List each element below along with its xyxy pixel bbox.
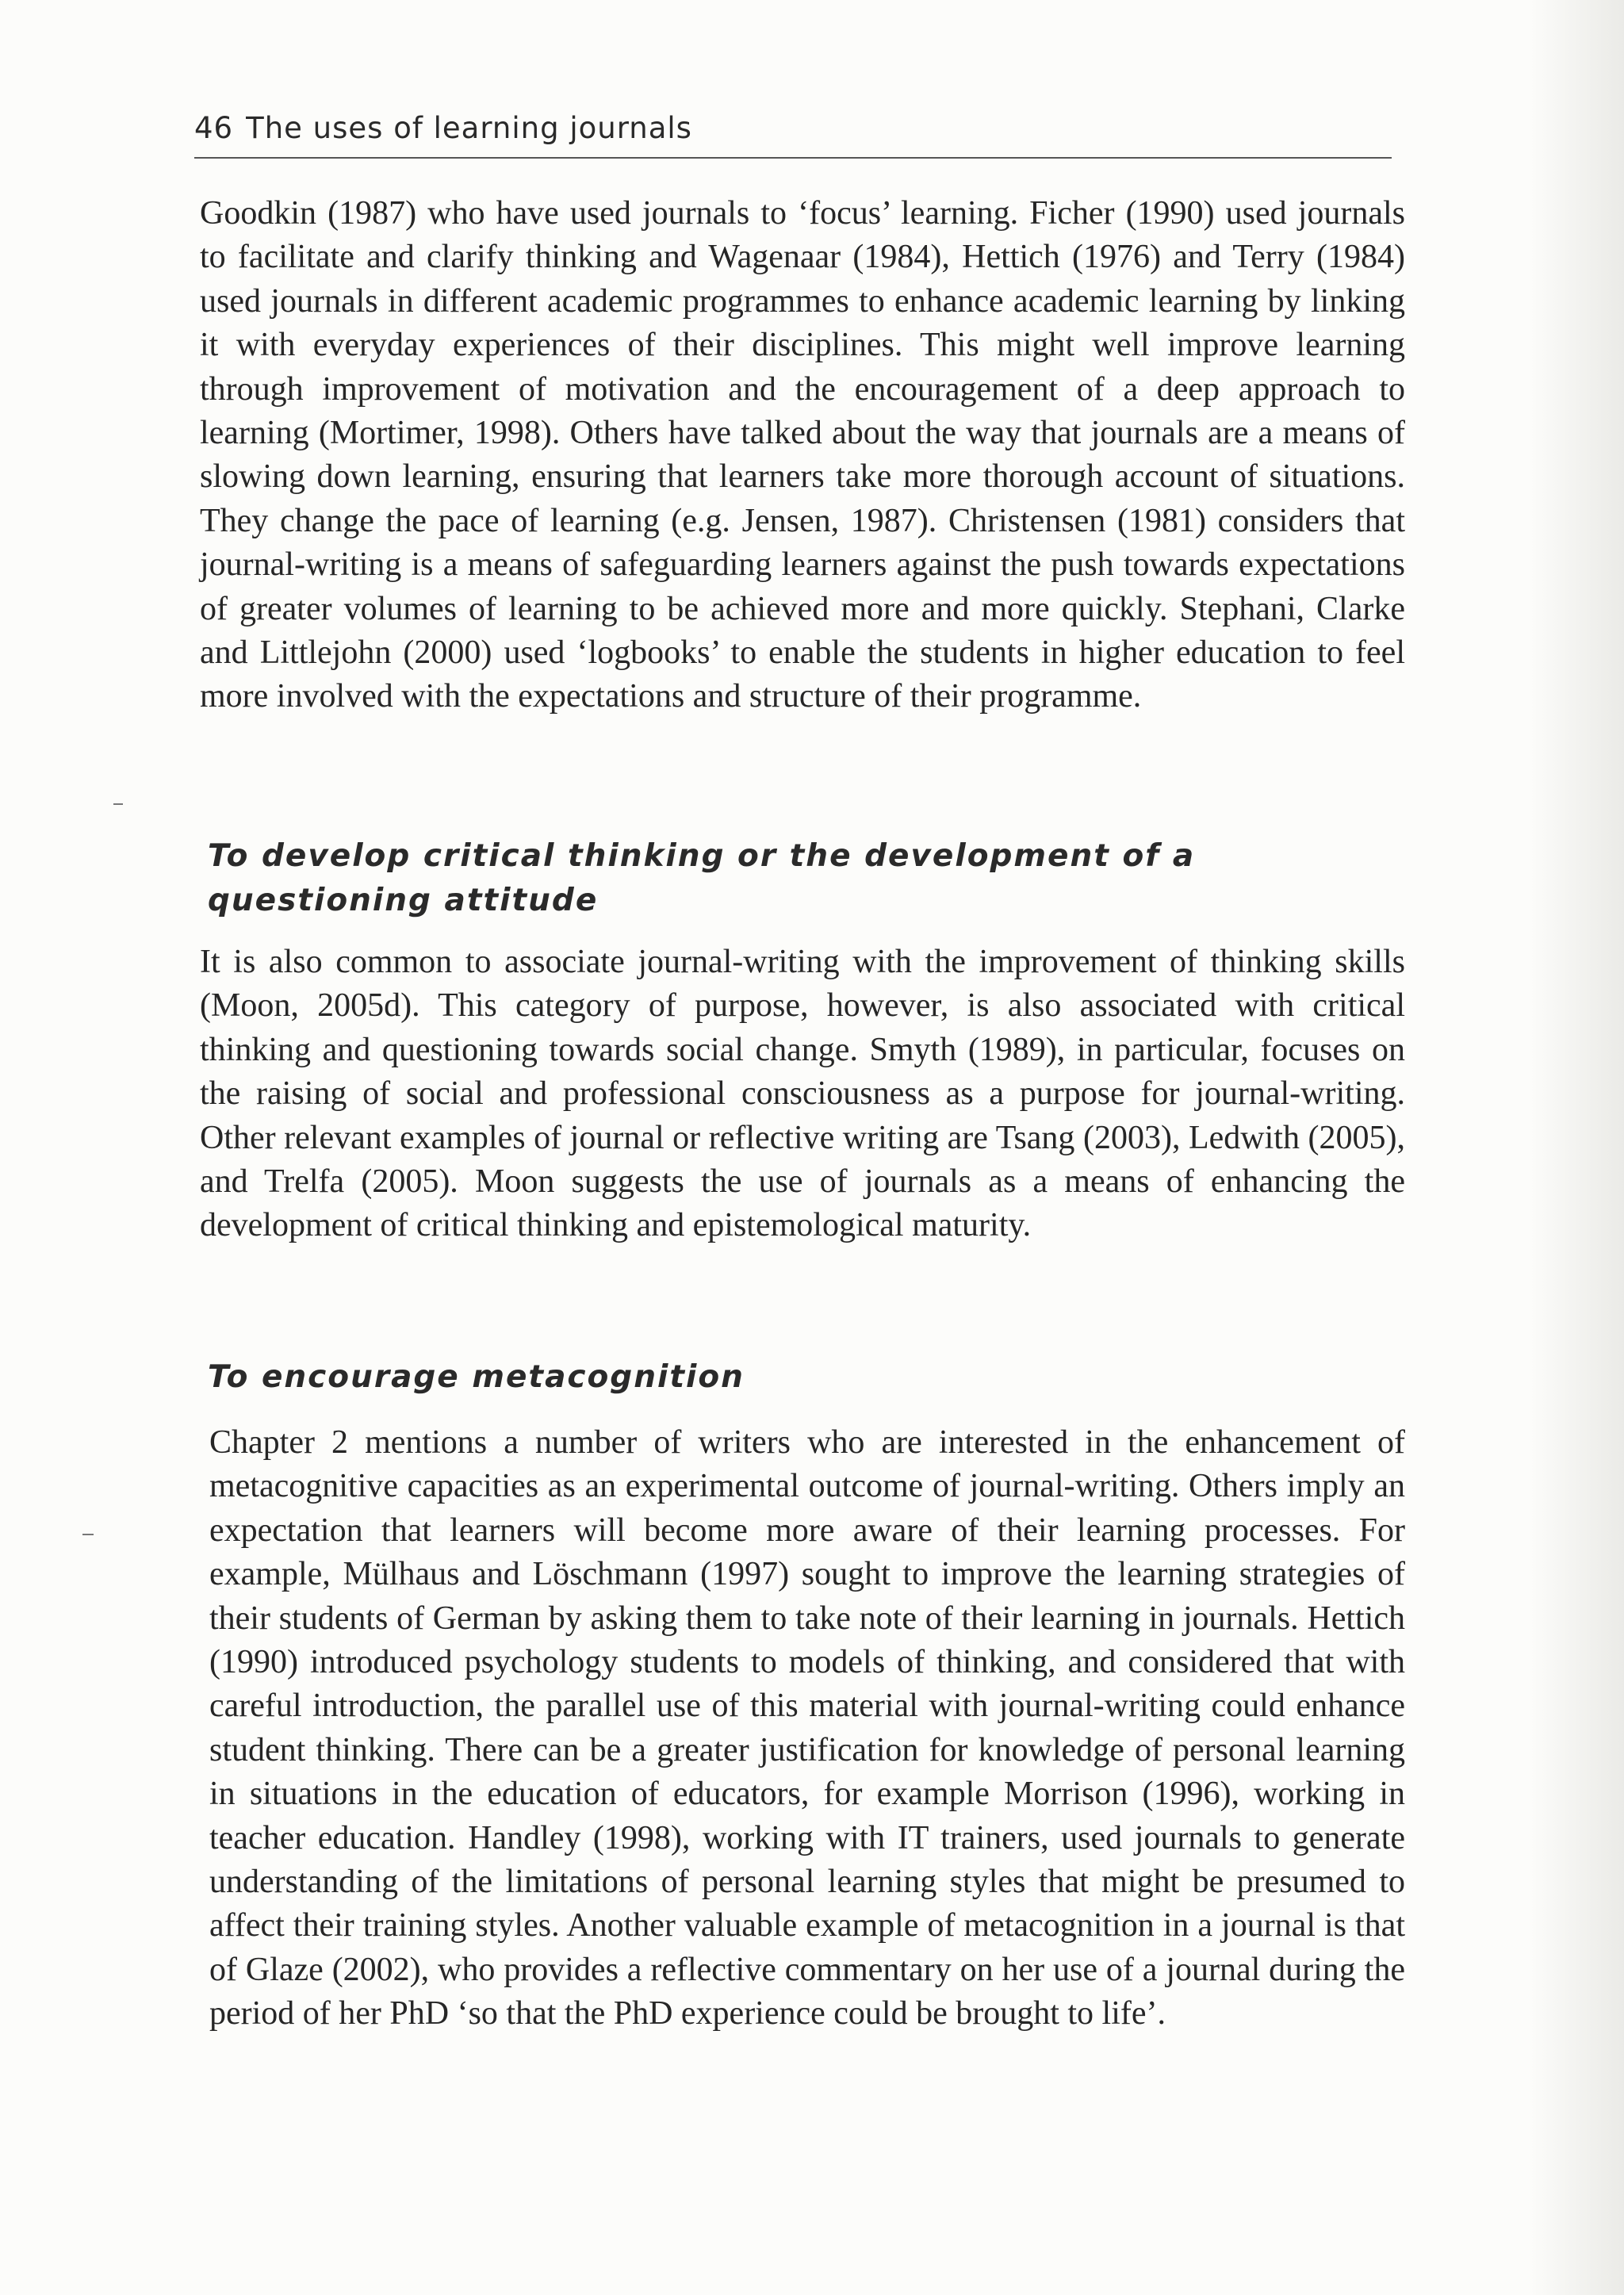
section-heading-metacognition: To encourage metacognition [208,1359,745,1395]
page-edge-shadow [1529,0,1624,2295]
margin-mark [113,803,123,805]
margin-mark [82,1534,94,1535]
body-paragraph-continued: Goodkin (1987) who have used journals to ‘focus’ learning. Ficher (1990) used journals to facilitate and clarify thinking and Wagenaar (1984), Hettich (1976) and Terry (1984) used journals in different academic programmes to enhance academic learning by linking it with everyday experiences of their disciplines. This might well improve learning through improvement of motivation and the encouragement of a deep approach to learning (Mortimer, 1998). Others have talked about the way that journals are a means of slowing down learning, ensuring that learners take more thorough account of situations. They change the pace of learning (e.g. Jensen, 1987). Christensen (1981) considers that journal-writing is a means of safeguarding learners against the push towards expectations of greater volumes of learning to be achieved more and more quickly. Stephani, Clarke and Littlejohn (2000) used ‘logbooks’ to enable the students in higher education to feel more involved with the expectations and structure of their programme. [200,195,1405,715]
running-head-title: The uses of learning journals [246,111,692,145]
running-head [194,111,692,145]
body-paragraph-metacognition: Chapter 2 mentions a number of writers who are interested in the enhancement of metacognitive capacities as an experimental outcome of journal-writing. Others imply an expectation that learners will become more aware of their learning processes. For example, Mülhaus and Löschmann (1997) sought to improve the learning strategies of their students of German by asking them to take note of their learning in journals. Hettich (1990) introduced psychology students to models of thinking, and considered that with careful introduction, the parallel use of this material with journal-writing could enhance student thinking. There can be a greater justification for knowledge of personal learning in situations in the education of educators, for example Morrison (1996), working in teacher education. Handley (1998), working with IT trainers, used journals to generate understanding of the limitations of personal learning styles that might be presumed to affect their training styles. Another valuable example of metacognition in a journal is that of Glaze (2002), who provides a reflective commentary on her use of a journal during the period of her PhD ‘so that the PhD experience could be brought to life’. [209,1424,1405,2033]
body-paragraph-critical-thinking: It is also common to associate journal-writing with the improvement of thinking skills (Moon, 2005d). This category of purpose, however, is also associated with critical thinking and questioning towards social change. Smyth (1989), in particular, focuses on the raising of social and professional consciousness as a purpose for journal-writing. Other relevant examples of journal or reflective writing are Tsang (2003), Ledwith (2005), and Trelfa (2005). Moon suggests the use of journals as a means of enhancing the development of critical thinking and epistemological maturity. [200,944,1405,1244]
header-rule [194,157,1392,159]
section-heading-critical-thinking: To develop critical thinking or the development of a questioning attitude [208,838,1196,918]
page-number: 46 [194,111,234,145]
